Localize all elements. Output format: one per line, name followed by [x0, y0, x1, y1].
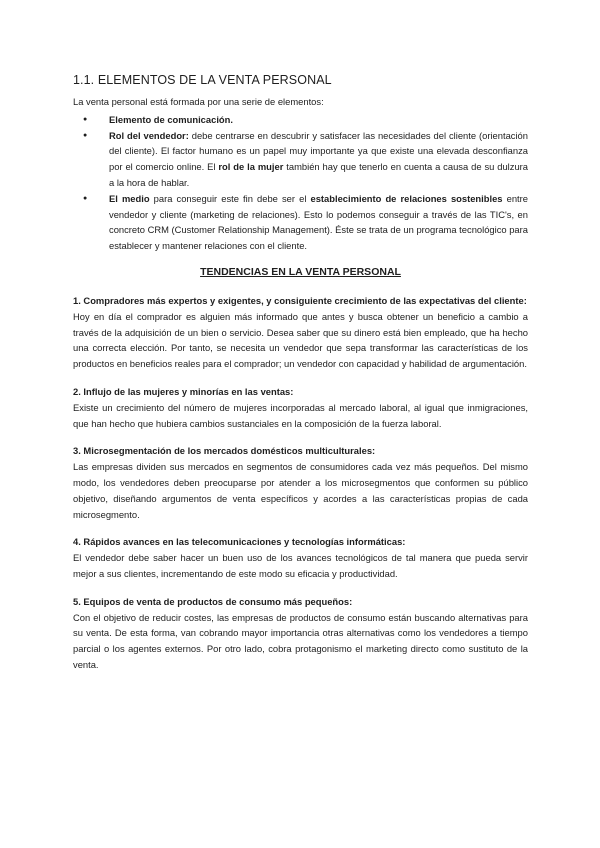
- list-item: [109, 191, 528, 254]
- elements-list: [73, 112, 528, 254]
- trend-body: Existe un crecimiento del número de mujeres incorporadas al mercado laboral, al igual que inmigraciones, que han hecho que hubiera cambios sustanciales en la composición de la fuerza laboral.: [73, 401, 528, 429]
- trend-body: Con el objetivo de reducir costes, las empresas de productos de consumo están buscando alternativas para su venta. De esta forma, van cobrando mayor importancia otras alternativas como los vendedores a tiempo parcial o los agentes externos. Por otro lado, cobra protagonismo el marketing directo como sustituto de la venta.: [73, 611, 528, 670]
- list-item: [109, 112, 528, 128]
- trend-title: 5. Equipos de venta de productos de consumo más pequeños:: [73, 595, 353, 607]
- trends-title: TENDENCIAS EN LA VENTA PERSONAL: [200, 265, 401, 278]
- body-text: debe centrarse en descubrir y satisfacer las necesidades del cliente (orientación del cliente). El factor humano es un papel muy importante ya que existe una elevada desconfianza por el comercio online. El: [109, 129, 528, 173]
- trend-body: Las empresas dividen sus mercados en segmentos de consumidores cada vez más pequeños. Del mismo modo, los vendedores deben preocuparse por atender a los microsegmentos que conformen su público objetivo, diseñando argumentos de venta específicos y acordes a las características propias de cada microsegmento.: [73, 461, 528, 520]
- body-text: entre vendedor y cliente (marketing de relaciones). Esto lo podemos conseguir a través de las TIC's, en concreto CRM (Customer Relationship Management). Éste se trata de un programa tecnológico para establecer y mantener relaciones con el cliente.: [109, 192, 528, 252]
- list-item: [109, 128, 528, 191]
- bold-text: establecimiento de relaciones sostenibles: [310, 192, 503, 204]
- trend-title: 4. Rápidos avances en las telecomunicaciones y tecnologías informáticas:: [73, 536, 406, 548]
- trend-section-3: [73, 443, 528, 522]
- body-text: también hay que tenerlo en cuenta a causa de su dulzura a la hora de hablar.: [109, 161, 528, 188]
- bold-text: Rol del vendedor:: [109, 129, 189, 141]
- trend-section-2: [73, 384, 528, 431]
- intro-paragraph: La venta personal está formada por una serie de elementos:: [73, 96, 324, 107]
- trend-section-4: [73, 534, 528, 581]
- body-text: para conseguir este fin debe ser el: [149, 192, 311, 204]
- bold-text: El medio: [109, 192, 150, 204]
- trend-section-5: [73, 594, 528, 673]
- section-heading: 1.1. ELEMENTOS DE LA VENTA PERSONAL: [73, 73, 332, 87]
- trend-title: 1. Compradores más expertos y exigentes, y consiguiente crecimiento de las expectativas del cliente:: [73, 294, 527, 306]
- bold-text: Elemento de comunicación.: [109, 113, 233, 125]
- trend-title: 3. Microsegmentación de los mercados domésticos multiculturales:: [73, 445, 376, 457]
- trend-title: 2. Influjo de las mujeres y minorías en las ventas:: [73, 385, 294, 397]
- document-page: [73, 72, 528, 685]
- trend-section-1: [73, 293, 528, 372]
- trend-body: Hoy en día el comprador es alguien más informado que antes y busca obtener un beneficio a cambio a través de la adquisición de un bien o servicio. Desea saber que su dinero está bien empleado, que ha hecho una correcta elección. Por tanto, se necesita un vendedor que sepa transformar las características de los productos en beneficios reales para el comprador; un vendedor con capacidad y habilidad de argumentación.: [73, 310, 528, 370]
- bold-text: rol de la mujer: [218, 161, 284, 173]
- trend-body: El vendedor debe saber hacer un buen uso de los avances tecnológicos de tal manera que pueda servir mejor a sus clientes, incrementando de este modo su eficacia y productividad.: [73, 552, 528, 579]
